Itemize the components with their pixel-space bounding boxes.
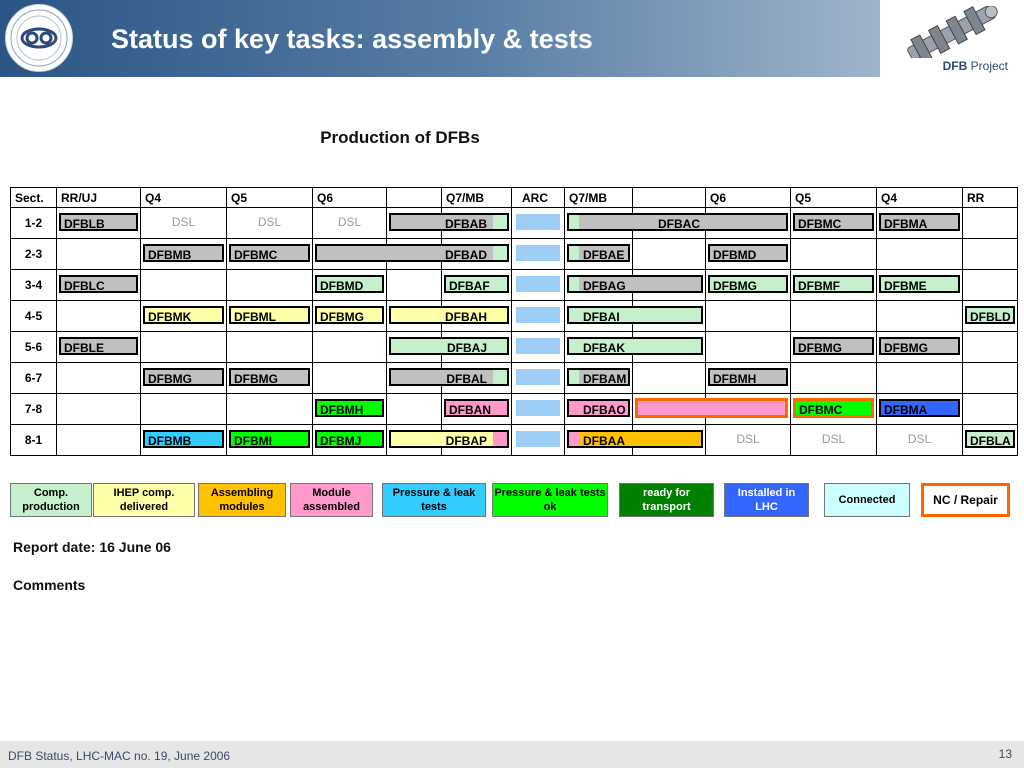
grid-cell [706, 332, 791, 363]
column-header: Q5 [791, 188, 877, 208]
grid-cell [963, 270, 1018, 301]
grid-cell [565, 394, 633, 425]
grid-cell [633, 394, 706, 425]
grid-cell [313, 239, 487, 270]
dfb-status-box: DFBMI [229, 430, 310, 448]
grid-cell [791, 208, 877, 239]
grid-cell [313, 363, 387, 394]
dfb-status-box: DFBMD [708, 244, 788, 262]
grid-cell [313, 208, 387, 239]
arc-cell [512, 363, 565, 394]
arc-fill [516, 369, 560, 385]
dfb-status-box: DFBAA [567, 430, 703, 448]
dfb-status-box: DFBLB [59, 213, 138, 231]
dfb-status-box: DFBAG [567, 275, 703, 293]
arc-fill [516, 276, 560, 292]
grid-cell [706, 270, 791, 301]
grid-cell [565, 332, 633, 363]
grid-cell [791, 239, 877, 270]
arc-cell [512, 208, 565, 239]
grid-cell [141, 301, 227, 332]
grid-cell [387, 394, 442, 425]
dfb-status-box: DFBMB [143, 430, 224, 448]
grid-cell [313, 301, 387, 332]
dfb-status-box: DFBMJ [315, 430, 384, 448]
grid-cell [57, 239, 141, 270]
table-row [11, 301, 1018, 332]
grid-cell [57, 270, 141, 301]
grid-cell [791, 332, 877, 363]
column-header: Q7/MB [565, 188, 633, 208]
grid-cell [227, 394, 313, 425]
column-header: Q5 [227, 188, 313, 208]
footer-bar [0, 741, 1024, 768]
dfb-status-box: DFBMB [143, 244, 224, 262]
arc-fill [516, 214, 560, 230]
grid-cell [791, 301, 877, 332]
grid-cell [706, 363, 791, 394]
arc-cell [512, 332, 565, 363]
sector-label: 4-5 [11, 301, 57, 332]
dfb-status-box: DFBMC [793, 213, 874, 231]
page-title: Status of key tasks: assembly & tests [111, 24, 593, 54]
dfb-status-box: DFBMH [708, 368, 788, 386]
dfb-status-box: DFBMG [708, 275, 788, 293]
dfb-status-box: DFBMG [793, 337, 874, 355]
grid-cell [387, 301, 487, 332]
dfb-status-box: DFBML [229, 306, 310, 324]
legend-item: Module assembled [290, 483, 373, 517]
arc-cell [512, 394, 565, 425]
sector-label: 6-7 [11, 363, 57, 394]
legend-item: NC / Repair [921, 483, 1010, 517]
grid-cell [877, 301, 963, 332]
grid-cell [442, 394, 512, 425]
dfb-status-box: DFBAO [567, 399, 630, 417]
dfb-status-box: DFBMA [879, 399, 960, 417]
grid-cell [227, 239, 313, 270]
grid-cell [141, 208, 227, 239]
grid-cell [877, 394, 963, 425]
grid-cell [706, 239, 791, 270]
column-header [633, 188, 706, 208]
dfb-status-box: DFBMA [879, 213, 960, 231]
dfb-status-box: DFBAD [315, 244, 509, 262]
arc-cell [512, 239, 565, 270]
legend-item: Pressure & leak tests ok [492, 483, 608, 517]
grid-cell [633, 363, 706, 394]
dsl-label: DSL [337, 215, 362, 229]
dfb-status-box: DFBMG [229, 368, 310, 386]
dfb-status-box: DFBLD [965, 306, 1015, 324]
column-header: RR/UJ [57, 188, 141, 208]
column-header: ARC [512, 188, 565, 208]
sector-label: 3-4 [11, 270, 57, 301]
grid-cell [963, 208, 1018, 239]
legend-item: IHEP comp. delivered [93, 483, 195, 517]
dfb-status-box: DFBLE [59, 337, 138, 355]
dfb-status-box [635, 398, 788, 418]
grid-cell [791, 363, 877, 394]
grid-cell [963, 332, 1018, 363]
cern-logo [5, 4, 73, 72]
dfb-status-box: DFBMH [315, 399, 384, 417]
legend-item: ready for transport [619, 483, 714, 517]
sector-label: 7-8 [11, 394, 57, 425]
dfb-status-box: DFBLA [965, 430, 1015, 448]
header-bar [0, 0, 880, 77]
grid-cell [565, 425, 633, 456]
dsl-label: DSL [821, 432, 846, 446]
grid-cell [963, 239, 1018, 270]
grid-cell [227, 301, 313, 332]
dfb-status-box: DFBMG [879, 337, 960, 355]
comments-label: Comments [13, 577, 86, 593]
legend-item: Connected [824, 483, 910, 517]
dfb-status-box: DFBMG [143, 368, 224, 386]
dfb-status-box: DFBAB [389, 213, 509, 231]
dfb-status-box: DFBLC [59, 275, 138, 293]
grid-cell [387, 363, 487, 394]
arc-fill [516, 338, 560, 354]
column-header: Q4 [877, 188, 963, 208]
grid-cell [706, 425, 791, 456]
arc-fill [516, 400, 560, 416]
dsl-label: DSL [171, 215, 196, 229]
grid-cell [141, 239, 227, 270]
grid-cell [227, 425, 313, 456]
dfb-status-box: DFBME [879, 275, 960, 293]
table-row [11, 363, 1018, 394]
table-row [11, 239, 1018, 270]
dfb-status-box: DFBAP [389, 430, 509, 448]
grid-cell [791, 425, 877, 456]
column-header [387, 188, 442, 208]
dfb-status-box: DFBAM [567, 368, 630, 386]
grid-cell [706, 301, 791, 332]
dfb-status-box: DFBMC [229, 244, 310, 262]
grid-cell [387, 208, 487, 239]
grid-cell [57, 301, 141, 332]
dsl-label: DSL [907, 432, 932, 446]
grid-cell [963, 363, 1018, 394]
grid-cell [963, 425, 1018, 456]
dfb-status-box: DFBAF [444, 275, 509, 293]
table-row [11, 394, 1018, 425]
grid-cell [877, 332, 963, 363]
table-row [11, 208, 1018, 239]
grid-cell [227, 270, 313, 301]
dfb-status-box: DFBAE [567, 244, 630, 262]
grid-cell [57, 332, 141, 363]
grid-cell [633, 239, 706, 270]
column-header: RR [963, 188, 1018, 208]
brand-label: DFB Project [942, 59, 1008, 73]
sector-label: 1-2 [11, 208, 57, 239]
dfb-status-box: DFBAJ [389, 337, 509, 355]
grid-cell [877, 363, 963, 394]
column-header: Q4 [141, 188, 227, 208]
grid-cell [565, 363, 633, 394]
dfb-status-box: DFBAI [567, 306, 703, 324]
grid-cell [313, 332, 387, 363]
grid-cell [141, 270, 227, 301]
dfb-status-box: DFBAL [389, 368, 509, 386]
report-date: Report date: 16 June 06 [13, 539, 171, 555]
grid-cell [877, 270, 963, 301]
table-header-row [11, 188, 1018, 208]
grid-cell [442, 270, 512, 301]
column-header: Q6 [706, 188, 791, 208]
sector-label: 8-1 [11, 425, 57, 456]
grid-cell [57, 363, 141, 394]
arc-cell [512, 425, 565, 456]
arc-cell [512, 270, 565, 301]
legend-item: Pressure & leak tests [382, 483, 486, 517]
dfb-status-box: DFBAC [567, 213, 788, 231]
grid-cell [565, 208, 700, 239]
grid-cell [57, 208, 141, 239]
grid-cell [791, 394, 877, 425]
dfb-status-box: DFBMF [793, 275, 874, 293]
grid-cell [565, 270, 633, 301]
grid-cell [963, 394, 1018, 425]
grid-cell [387, 332, 487, 363]
grid-cell [141, 425, 227, 456]
legend-item: Comp. production [10, 483, 92, 517]
grid-cell [313, 425, 387, 456]
footer-text: DFB Status, LHC-MAC no. 19, June 2006 [8, 749, 231, 763]
grid-cell [57, 394, 141, 425]
table-row [11, 270, 1018, 301]
dsl-label: DSL [257, 215, 282, 229]
column-header: Sect. [11, 188, 57, 208]
dfb-status-box: DFBMC [793, 398, 874, 418]
dfb-status-box: DFBAK [567, 337, 703, 355]
legend-item: Assembling modules [198, 483, 286, 517]
legend-item: Installed in LHC [724, 483, 809, 517]
dfb-status-box: DFBMD [315, 275, 384, 293]
grid-cell [227, 208, 313, 239]
page-number: 13 [998, 747, 1012, 761]
grid-cell [313, 270, 387, 301]
grid-cell [877, 208, 963, 239]
grid-cell [387, 425, 487, 456]
dsl-label: DSL [736, 432, 760, 446]
grid-cell [227, 332, 313, 363]
grid-cell [791, 270, 877, 301]
sector-label: 5-6 [11, 332, 57, 363]
column-header: Q7/MB [442, 188, 512, 208]
production-table [10, 187, 1018, 456]
grid-cell [141, 363, 227, 394]
grid-cell [141, 394, 227, 425]
grid-cell [141, 332, 227, 363]
brand-area [880, 0, 1024, 77]
dfb-module-image [896, 6, 1006, 58]
arc-fill [516, 431, 560, 447]
dfb-status-box: DFBAN [444, 399, 509, 417]
grid-cell [387, 270, 442, 301]
dfb-status-box: DFBMK [143, 306, 224, 324]
dfb-status-box: DFBMG [315, 306, 384, 324]
grid-cell [877, 425, 963, 456]
arc-cell [512, 301, 565, 332]
grid-cell [227, 363, 313, 394]
table-row [11, 425, 1018, 456]
grid-cell [565, 239, 633, 270]
grid-cell [565, 301, 633, 332]
grid-cell [877, 239, 963, 270]
arc-fill [516, 245, 560, 261]
chart-title: Production of DFBs [320, 128, 480, 147]
table-row [11, 332, 1018, 363]
column-header: Q6 [313, 188, 387, 208]
grid-cell [57, 425, 141, 456]
arc-fill [516, 307, 560, 323]
grid-cell [313, 394, 387, 425]
dfb-status-box: DFBAH [389, 306, 509, 324]
grid-cell [963, 301, 1018, 332]
sector-label: 2-3 [11, 239, 57, 270]
